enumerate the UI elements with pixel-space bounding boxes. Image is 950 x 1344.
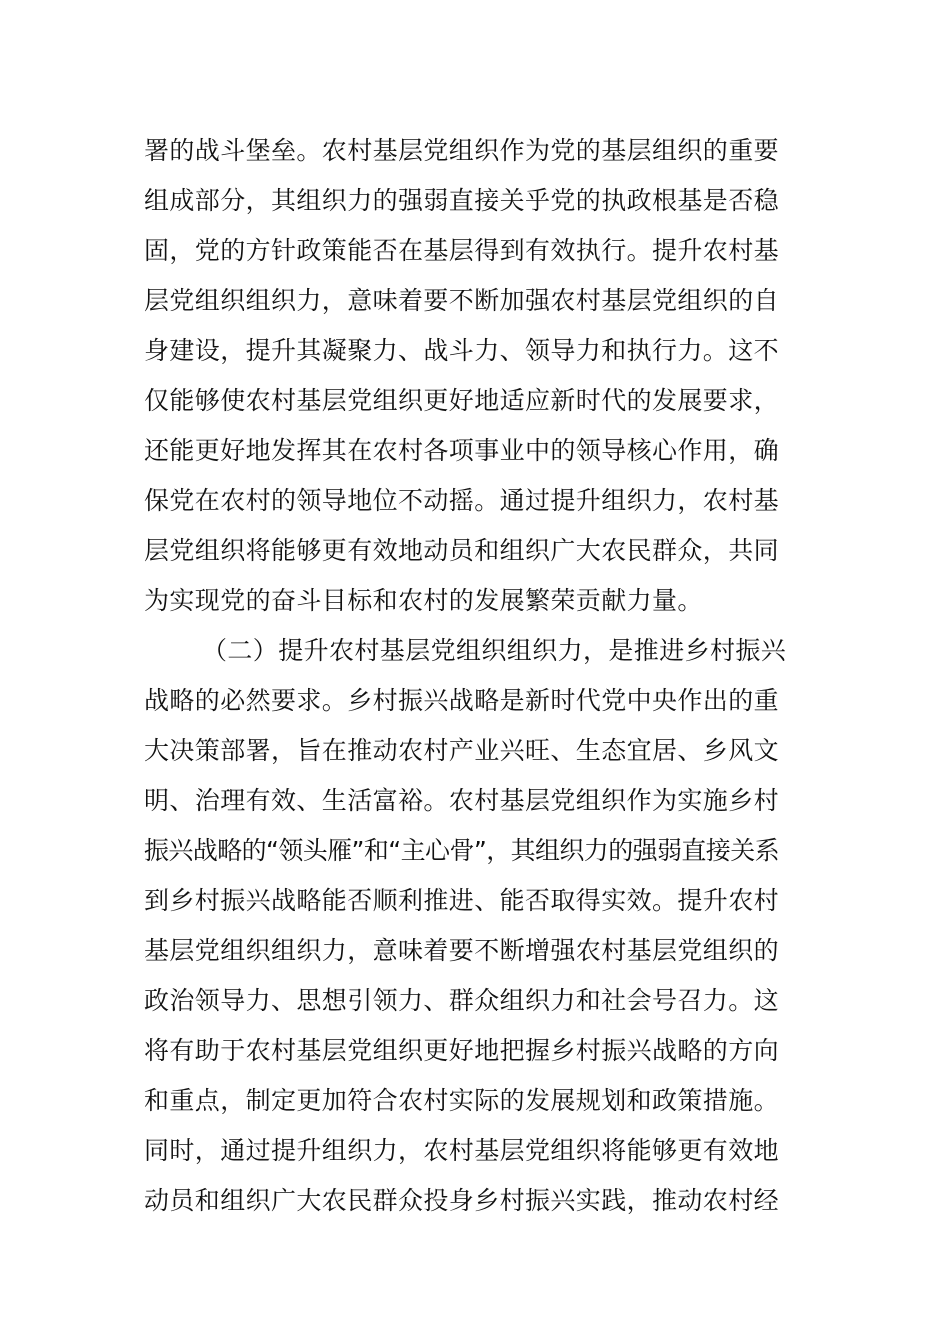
body-text [144,126,809,1226]
text-line: 明、治理有效、生活富裕。农村基层党组织作为实施乡村 [144,786,780,815]
text-line: 基层党组织组织力，意味着要不断增强农村基层党组织的 [144,936,780,965]
text-line: 署的战斗堡垒。农村基层党组织作为党的基层组织的重要 [144,136,780,165]
text-line: 组成部分，其组织力的强弱直接关乎党的执政根基是否稳 [144,186,780,215]
text-line: 层党组织将能够更有效地动员和组织广大农民群众，共同 [144,536,780,565]
text-line: 固，党的方针政策能否在基层得到有效执行。提升农村基 [144,236,780,265]
text-line: 将有助于农村基层党组织更好地把握乡村振兴战略的方向 [144,1036,780,1065]
text-line: 同时，通过提升组织力，农村基层党组织将能够更有效地 [144,1136,780,1165]
text-line: 到乡村振兴战略能否顺利推进、能否取得实效。提升农村 [144,886,780,915]
text-line: 和重点，制定更加符合农村实际的发展规划和政策措施。 [144,1086,780,1115]
text-line: 为实现党的奋斗目标和农村的发展繁荣贡献力量。 [144,586,703,615]
section-heading-line: （二）提升农村基层党组织组织力，是推进乡村振兴 [202,636,787,665]
text-line: 振兴战略的“领头雁”和“主心骨”，其组织力的强弱直接关系 [144,836,780,865]
text-line: 层党组织组织力，意味着要不断加强农村基层党组织的自 [144,286,780,315]
text-line: 仅能够使农村基层党组织更好地适应新时代的发展要求， [144,386,780,415]
text-line: 战略的必然要求。乡村振兴战略是新时代党中央作出的重 [144,686,780,715]
text-line: 保党在农村的领导地位不动摇。通过提升组织力，农村基 [144,486,780,515]
text-line: 动员和组织广大农民群众投身乡村振兴实践，推动农村经 [144,1186,780,1215]
text-line: 还能更好地发挥其在农村各项事业中的领导核心作用，确 [144,436,780,465]
text-line: 大决策部署，旨在推动农村产业兴旺、生态宜居、乡风文 [144,736,780,765]
text-line: 政治领导力、思想引领力、群众组织力和社会号召力。这 [144,986,780,1015]
text-line: 身建设，提升其凝聚力、战斗力、领导力和执行力。这不 [144,336,780,365]
